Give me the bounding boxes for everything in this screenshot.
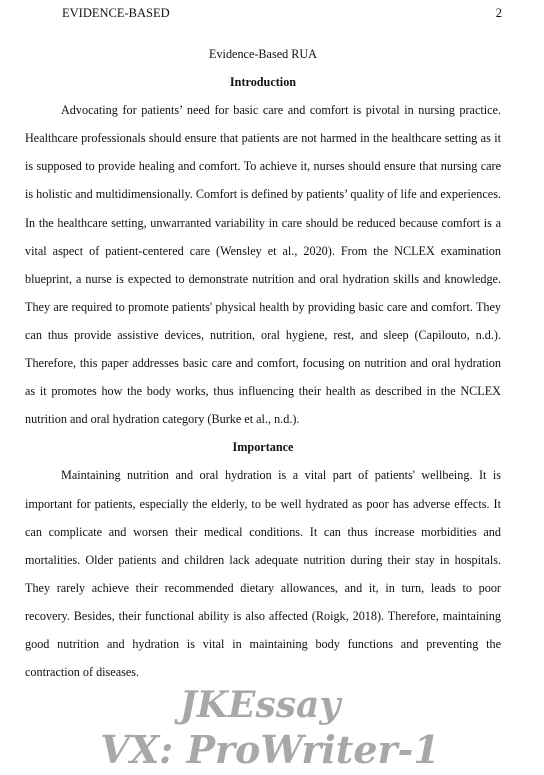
page-number: 2 [495,6,502,20]
running-head: EVIDENCE-BASED [62,6,170,20]
watermark-line-1: JKEssay [179,684,341,726]
importance-paragraph: Maintaining nutrition and oral hydration is a vital part of patients' wellbeing. It is important for patients, especially the elderly, to be well hydrated as poor has adverse effects. It can complicate and worsen their medical conditions. It can thus increase morbidities and mortalities. Older patients and children lack adequate nutrition during their stay in hospitals. They rarely achieve their recommended dietary allowances, and it, in turn, leads to poor recovery. Besides, their functional ability is also affected (Roigk, 2018). Therefore, maintaining good nutrition and hydration is vital in maintaining body functions and preventing the contraction of diseases. [25,468,501,680]
document-title: Evidence-Based RUA [209,47,317,61]
page-header [62,6,502,24]
section-heading-importance: Importance [232,440,294,455]
document-body [25,40,501,686]
watermark-line-2: VX: ProWriter-1 [100,727,440,772]
introduction-paragraph: Advocating for patients’ need for basic care and comfort is pivotal in nursing practice. Healthcare professionals should ensure that patients are not harmed in the healthcare setting as it is supposed to provide healing and comfort. To achieve it, nurses should ensure that nursing care is holistic and multidimensionally. Comfort is defined by patients’ quality of life and experiences. In the healthcare setting, unwarranted variability in care should be reduced because comfort is a vital aspect of patient-centered care (Wensley et al., 2020). From the NCLEX examination blueprint, a nurse is expected to demonstrate nutrition and oral hydration skills and knowledge. They are required to promote patients' physical health by providing basic care and comfort. They can thus provide assistive devices, nutrition, oral hygiene, rest, and sleep (Capilouto, n.d.). Therefore, this paper addresses basic care and comfort, focusing on nutrition and oral hydration as it promotes how the body works, thus influencing their health as described in the NCLEX nutrition and oral hydration category (Burke et al., n.d.). [25,103,501,427]
section-heading-introduction: Introduction [229,75,297,90]
